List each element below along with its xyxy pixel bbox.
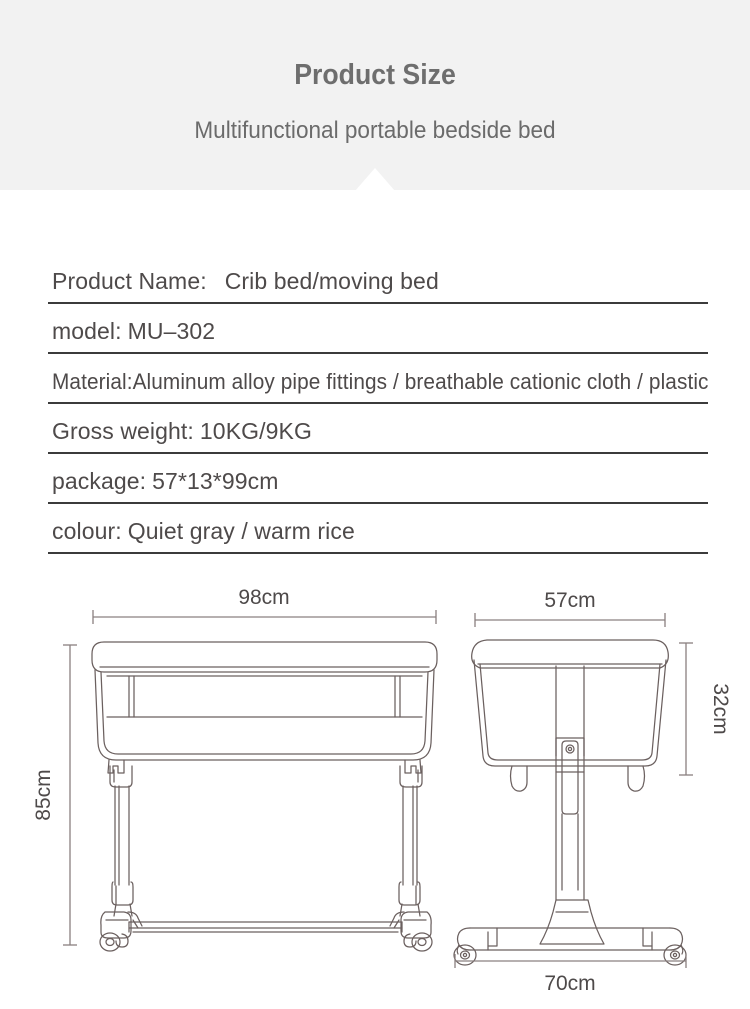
specification-table xyxy=(48,254,708,554)
spec-value-gross-weight: 10KG/9KG xyxy=(199,418,312,444)
dimension-label-98cm: 98cm xyxy=(238,586,290,609)
dimension-line-98cm xyxy=(93,610,436,624)
dimension-line-57cm xyxy=(475,613,665,627)
spec-row-model xyxy=(48,304,708,354)
spec-value-model: MU–302 xyxy=(127,318,216,344)
spec-value-material: Aluminum alloy pipe fittings / breathable cationic cloth / plastic xyxy=(132,369,709,394)
page-header xyxy=(0,0,750,190)
spec-row-package xyxy=(48,454,708,504)
dimension-label-32cm: 32cm xyxy=(709,683,732,735)
page-title: Product Size xyxy=(294,59,456,91)
spec-row-gross-weight xyxy=(48,404,708,454)
spec-text xyxy=(52,468,278,495)
spec-value-colour: Quiet gray / warm rice xyxy=(127,518,355,544)
spec-text xyxy=(52,318,215,345)
spec-label-product-name: Product Name: xyxy=(52,268,207,294)
spec-text xyxy=(52,268,439,295)
dimension-label-57cm: 57cm xyxy=(544,589,596,612)
spec-text xyxy=(52,369,709,395)
spec-label-model: model: xyxy=(52,318,122,344)
spec-label-colour: colour: xyxy=(52,518,122,544)
page-subtitle: Multifunctional portable bedside bed xyxy=(194,117,556,144)
side-view-bedside-bed xyxy=(454,640,686,965)
spec-text xyxy=(52,418,312,445)
spec-row-colour xyxy=(48,504,708,554)
spec-value-package: 57*13*99cm xyxy=(152,468,279,494)
spec-text xyxy=(52,518,355,545)
front-view-bedside-bed xyxy=(92,642,437,951)
dimension-label-70cm: 70cm xyxy=(544,972,596,995)
header-notch-triangle xyxy=(355,168,395,191)
spec-value-product-name: Crib bed/moving bed xyxy=(224,268,439,294)
spec-label-package: package: xyxy=(52,468,147,494)
dimension-line-32cm xyxy=(679,643,693,775)
dimension-label-85cm: 85cm xyxy=(32,769,55,821)
spec-label-gross-weight: Gross weight: xyxy=(52,418,194,444)
product-drawings xyxy=(0,560,750,1009)
spec-row-material xyxy=(48,354,708,404)
spec-label-material: Material: xyxy=(52,369,133,394)
dimension-line-85cm xyxy=(63,645,77,945)
dimension-line-70cm xyxy=(455,954,686,968)
spec-row-product-name xyxy=(48,254,708,304)
